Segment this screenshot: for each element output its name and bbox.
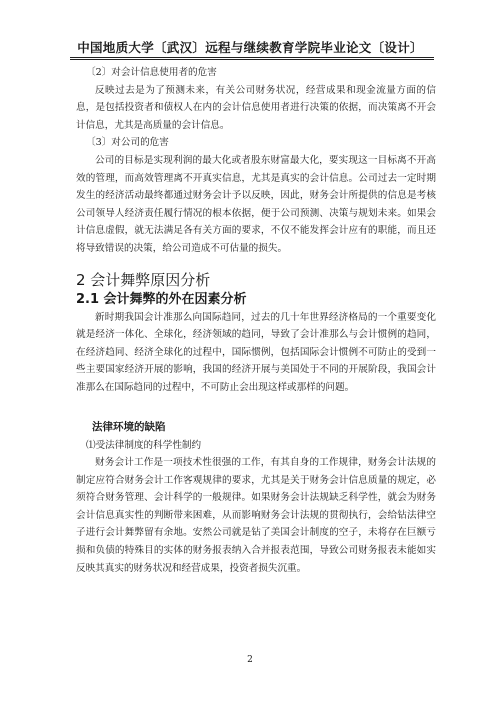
subsection-paragraph: 新时期我国会计准那么向国际趋同，过去的几十年世界经济格局的一个重要变化就是经济一体化、全球化，经济领域的趋同，导致了会计准那么与会计惯例的趋同，在经济趋同、经济全球化的过程中，国际惯例，包括国际会计惯例不可防止的受到一些主要国家经济开展的影响，我国的经济开展与美国处于不同的开展阶段，我国会计准那么在国际趋同的过程中，不可防止会出现这样或那样的问题。 [76,311,436,393]
law-item1-paragraph: 财务会计工作是一项技术性很强的工作，有其自身的工作规律，财务会计法规的制定应符合财务会计工作客观规律的要求，尤其是关于财务会计信息质量的规定，必须符合财务管理、会计科学的一般规律。如果财务会计法规缺乏科学性，就会为财务会计信息真实性的判断带来困难，从而影响财务会计法规的贯彻执行，会给钻法律空子进行会计舞弊留有余地。安然公司就是钻了美国会计制度的空子，未将存在巨额亏损和负债的特殊目的实体的财务报表纳入合并报表范围，导致公司财务报表未能如实反映其真实的财务状况和经营成果，投资者损失沉重。 [76,457,436,574]
header-rule-thin [70,59,434,60]
subsection-heading: 2.1 会计舞弊的外在因素分析 [76,291,247,307]
item3-paragraph: 公司的目标是实现利润的最大化或者股东财富最大化，要实现这一目标离不开高效的管理，而高效管理离不开真实信息，尤其是真实的会计信息。公司过去一定时期发生的经济活动最终都通过财务会计予以反映，因此，财务会计所提供的信息是考核公司领导人经济责任履行情况的根本依据，便于公司预测、决策与规划未来。如果会计信息虚假，就无法满足各有关方面的要求，不仅不能发挥会计应有的职能，而且还将导致错误的决策，给公司造成不可估量的损失。 [76,154,436,254]
header-rule-thick [70,57,434,58]
law-item1-heading: ⑴受法律制度的科学性制约 [86,439,202,451]
page-header: 中国地质大学〔武汉〕远程与继续教育学院毕业论文〔设计〕 [77,40,423,55]
item3-heading: 〔3〕对公司的危害 [86,137,169,149]
item2-heading: 〔2〕对会计信息使用者的危害 [86,67,217,78]
law-heading: 法律环境的缺陷 [92,420,166,433]
section-heading: 2 会计舞弊原因分析 [76,270,211,289]
page-number: 2 [247,655,253,665]
item2-paragraph: 反映过去是为了预测未来，有关公司财务状况，经营成果和现金流量方面的信息，是包括投资者和债权人在内的会计信息使用者进行决策的依据，而决策离不开会计信息，尤其是高质量的会计信息。 [76,84,436,131]
document-body [76,64,436,577]
